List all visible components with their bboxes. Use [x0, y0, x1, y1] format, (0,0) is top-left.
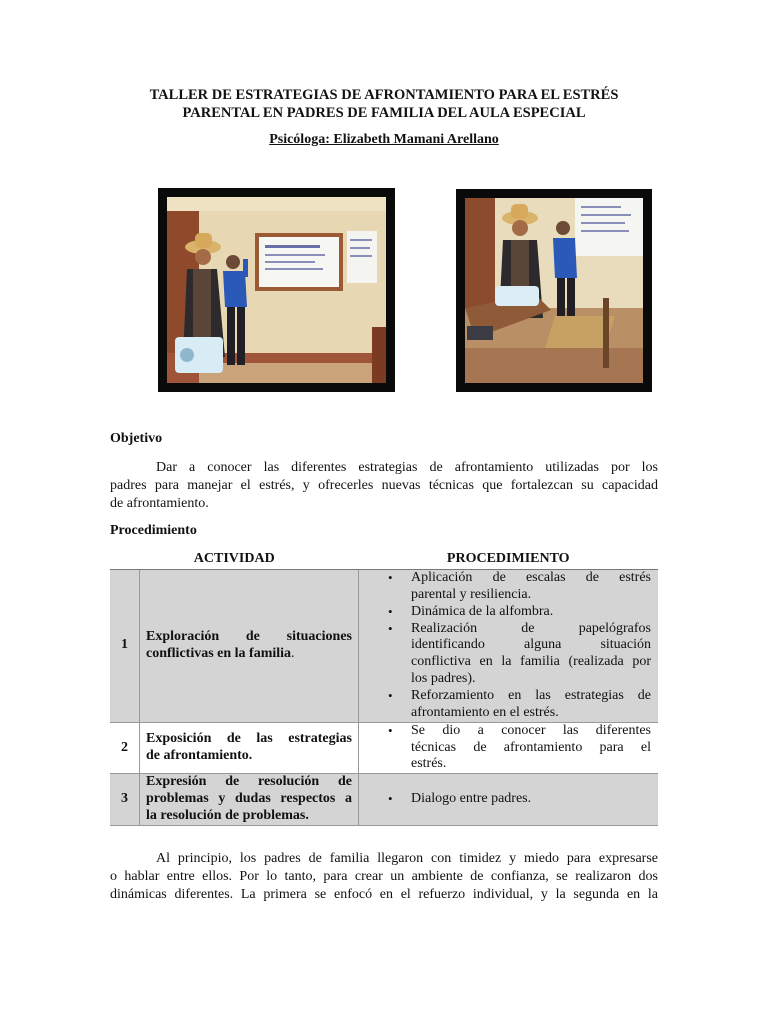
objective-line-3: de afrontamiento.: [110, 496, 209, 511]
row-number: 1: [110, 569, 140, 722]
list-item: • Realización de papelógrafos identificando alguna situación conflictiva en la familia (realizada por los padres).: [359, 621, 651, 688]
row-number: 2: [110, 722, 140, 773]
row-activity: Exposición de las estrategias de afrontamiento.: [140, 722, 359, 773]
objective-line-2: padres para manejar el estrés, y ofrecerles nuevas técnicas que fortalezcan su capacidad: [110, 478, 658, 493]
procedure-list: [359, 570, 651, 721]
title-line-1: TALLER DE ESTRATEGIAS DE AFRONTAMIENTO PARA EL ESTRÉS: [149, 87, 619, 103]
closing-line-3: dinámicas diferentes. La primera se enfocó en el refuerzo individual, y la segunda en la: [110, 887, 658, 902]
column-header-activity: ACTIVIDAD: [110, 551, 359, 569]
row-procedure: [359, 774, 659, 826]
closing-line-1: Al principio, los padres de familia llegaron con timidez y miedo para expresarse: [156, 851, 658, 866]
document-title: [110, 86, 658, 122]
closing-line-2: o hablar entre ellos. Por lo tanto, para crear un ambiente de confianza, se realizaron dos: [110, 869, 658, 884]
row-activity: Expresión de resolución de problemas y dudas respectos a la resolución de problemas.: [140, 774, 359, 826]
objective-heading: Objetivo: [110, 431, 163, 446]
closing-paragraph: [110, 850, 658, 904]
procedure-heading: Procedimiento: [110, 523, 197, 538]
procedure-list: [359, 723, 651, 773]
table-row: [110, 722, 658, 773]
table-row: [110, 774, 658, 826]
column-header-procedure: PROCEDIMIENTO: [359, 551, 659, 569]
row-procedure: [359, 569, 659, 722]
objective-paragraph: [110, 459, 658, 513]
workshop-photo-2: [456, 189, 652, 392]
workshop-photo-2-image: [465, 198, 643, 383]
procedure-list: [359, 791, 651, 808]
objective-line-1: Dar a conocer las diferentes estrategias de afrontamiento utilizadas por los: [156, 460, 658, 475]
author-line: Psicóloga: Elizabeth Mamani Arellano: [269, 132, 499, 147]
procedure-table: [110, 551, 658, 826]
table-row: [110, 569, 658, 722]
row-procedure: [359, 722, 659, 773]
list-item: • Dialogo entre padres.: [359, 791, 651, 808]
list-item: • Aplicación de escalas de estrés parental y resiliencia.: [359, 570, 651, 604]
list-item: • Reforzamiento en las estrategias de afrontamiento en el estrés.: [359, 688, 651, 722]
table-header-row: [110, 551, 658, 569]
workshop-photo-1: [158, 188, 395, 392]
row-activity: Exploración de situaciones conflictivas en la familia.: [140, 569, 359, 722]
list-item: • Se dio a conocer las diferentes técnicas de afrontamiento para el estrés.: [359, 723, 651, 773]
list-item: • Dinámica de la alfombra.: [359, 604, 651, 621]
workshop-photo-1-image: [167, 197, 386, 383]
row-number: 3: [110, 774, 140, 826]
title-line-2: PARENTAL EN PADRES DE FAMILIA DEL AULA ESPECIAL: [182, 105, 586, 121]
